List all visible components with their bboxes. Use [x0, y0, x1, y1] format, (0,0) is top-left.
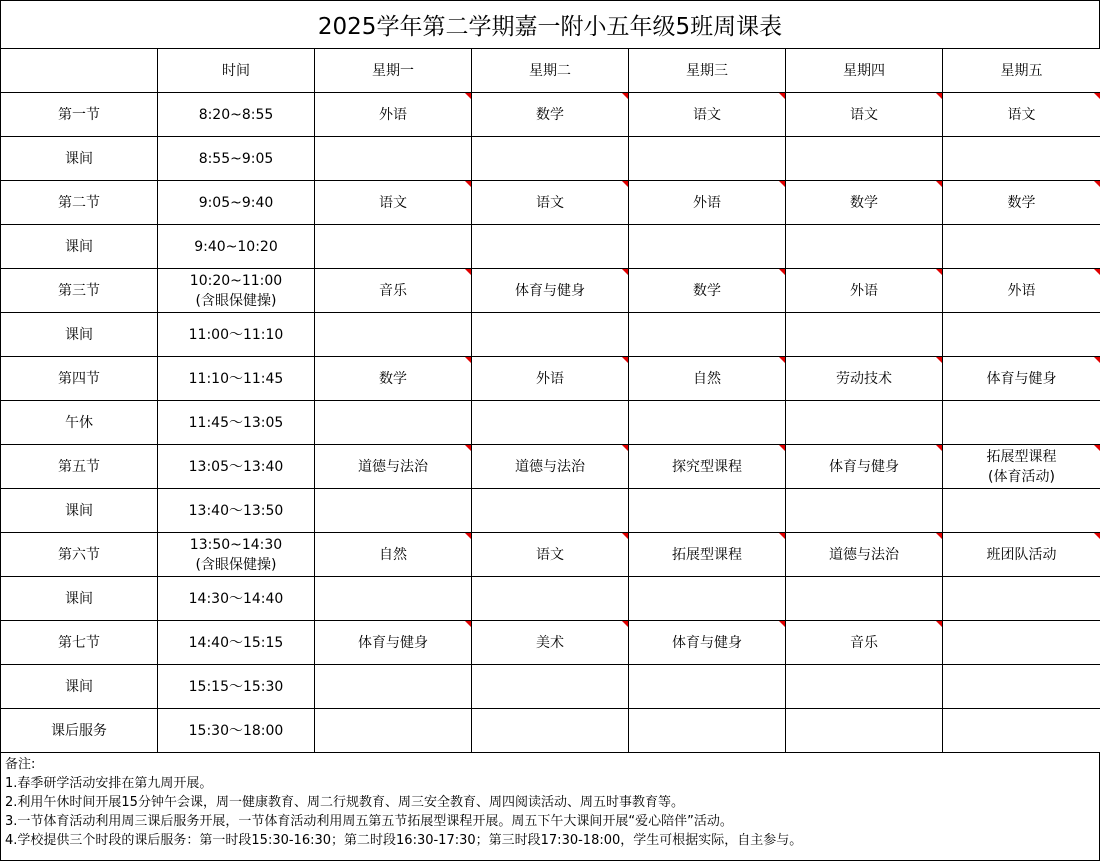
subject-cell-tuesday[interactable]	[472, 621, 629, 665]
subject-text: 拓展型课程	[672, 546, 742, 563]
schedule-row	[1, 401, 1100, 445]
subject-text: 外语	[536, 370, 564, 387]
header-row	[1, 49, 1100, 93]
subject-text: 数学	[1007, 194, 1036, 211]
subject-text: 体育与健身	[515, 282, 585, 299]
subject-cell-monday[interactable]	[315, 445, 472, 489]
subject-cell-tuesday[interactable]	[472, 489, 629, 533]
subject-cell-monday[interactable]	[315, 269, 472, 313]
period-label[interactable]: 第四节	[1, 357, 158, 401]
subject-cell-monday[interactable]	[315, 709, 472, 753]
time-cell[interactable]	[158, 665, 315, 709]
subject-cell-wednesday[interactable]	[629, 93, 786, 137]
subject-cell-wednesday[interactable]	[629, 533, 786, 577]
period-label[interactable]: 第二节	[1, 181, 158, 225]
subject-text: 劳动技术	[836, 370, 892, 387]
subject-text: 数学	[850, 194, 878, 211]
subject-text: 外语	[1007, 282, 1036, 299]
subject-cell-monday[interactable]	[315, 401, 472, 445]
schedule-table	[0, 48, 1100, 753]
subject-text: 语文	[536, 194, 564, 211]
subject-cell-thursday[interactable]	[786, 489, 943, 533]
subject-cell-thursday[interactable]	[786, 93, 943, 137]
subject-cell-friday[interactable]	[943, 357, 1100, 401]
header-friday[interactable]: 星期五	[943, 49, 1100, 93]
time-range: 10:20~11:00	[189, 272, 283, 289]
notes-section	[0, 753, 1100, 861]
subject-text: 数学	[379, 370, 407, 387]
time-range: 9:40~10:20	[194, 238, 278, 255]
time-range: 11:10～11:45	[188, 370, 284, 387]
schedule-title: 2025学年第二学期嘉一附小五年级5班周课表	[0, 0, 1100, 48]
schedule-row	[1, 665, 1100, 709]
subject-cell-friday[interactable]	[943, 665, 1100, 709]
subject-cell-monday[interactable]	[315, 93, 472, 137]
subject-cell-thursday[interactable]	[786, 181, 943, 225]
subject-cell-monday[interactable]	[315, 181, 472, 225]
schedule-row	[1, 357, 1100, 401]
time-range: 11:45～13:05	[188, 414, 284, 431]
subject-cell-wednesday[interactable]	[629, 269, 786, 313]
subject-cell-thursday[interactable]	[786, 137, 943, 181]
period-label[interactable]: 课间	[1, 225, 158, 269]
subject-cell-thursday[interactable]	[786, 445, 943, 489]
subject-cell-wednesday[interactable]	[629, 709, 786, 753]
schedule-row	[1, 489, 1100, 533]
subject-cell-thursday[interactable]	[786, 665, 943, 709]
header-tuesday[interactable]: 星期二	[472, 49, 629, 93]
subject-cell-friday[interactable]	[943, 533, 1100, 577]
subject-cell-monday[interactable]	[315, 665, 472, 709]
subject-cell-wednesday[interactable]	[629, 621, 786, 665]
subject-cell-tuesday[interactable]	[472, 137, 629, 181]
subject-cell-friday[interactable]	[943, 225, 1100, 269]
time-cell[interactable]	[158, 357, 315, 401]
time-cell[interactable]	[158, 445, 315, 489]
time-range: 13:40～13:50	[188, 502, 284, 519]
subject-text: 语文	[536, 546, 564, 563]
subject-text: 自然	[379, 546, 407, 563]
period-label[interactable]: 课间	[1, 665, 158, 709]
subject-cell-friday[interactable]	[943, 93, 1100, 137]
period-label[interactable]: 课后服务	[1, 709, 158, 753]
period-label[interactable]: 第一节	[1, 93, 158, 137]
subject-cell-friday[interactable]	[943, 313, 1100, 357]
time-cell[interactable]	[158, 93, 315, 137]
period-label[interactable]: 课间	[1, 313, 158, 357]
subject-cell-wednesday[interactable]	[629, 225, 786, 269]
time-note: (含眼保健操)	[195, 292, 277, 309]
time-range: 13:05～13:40	[188, 458, 284, 475]
time-cell[interactable]	[158, 401, 315, 445]
schedule-row	[1, 533, 1100, 577]
subject-text: 道德与法治	[515, 458, 585, 475]
subject-cell-monday[interactable]	[315, 577, 472, 621]
period-label[interactable]: 午休	[1, 401, 158, 445]
time-range: 15:30～18:00	[188, 722, 284, 739]
subject-cell-thursday[interactable]	[786, 313, 943, 357]
time-cell[interactable]	[158, 137, 315, 181]
time-cell[interactable]	[158, 489, 315, 533]
note-item: 4.学校提供三个时段的课后服务：第一时段15:30-16:30；第二时段16:30-17:30；第三时段17:30-18:00，学生可根据实际，自主参与。	[5, 833, 803, 848]
subject-text: 探究型课程	[672, 458, 742, 475]
time-note: (含眼保健操)	[195, 556, 277, 573]
subject-text: 自然	[693, 370, 721, 387]
subject-text: 拓展型课程	[986, 448, 1057, 465]
subject-cell-thursday[interactable]	[786, 577, 943, 621]
schedule-row	[1, 621, 1100, 665]
subject-text: 数学	[536, 106, 564, 123]
time-cell[interactable]	[158, 225, 315, 269]
header-corner[interactable]	[1, 49, 158, 93]
subject-cell-friday[interactable]	[943, 489, 1100, 533]
subject-cell-friday[interactable]	[943, 621, 1100, 665]
subject-cell-friday[interactable]	[943, 269, 1100, 313]
subject-text: 语文	[379, 194, 407, 211]
time-range: 9:05~9:40	[198, 194, 274, 211]
time-range: 8:20~8:55	[198, 106, 274, 123]
subject-cell-friday[interactable]	[943, 577, 1100, 621]
time-cell[interactable]	[158, 313, 315, 357]
subject-text: 道德与法治	[829, 546, 899, 563]
subject-cell-friday[interactable]	[943, 401, 1100, 445]
subject-cell-tuesday[interactable]	[472, 665, 629, 709]
time-cell[interactable]	[158, 533, 315, 577]
schedule-row	[1, 137, 1100, 181]
subject-cell-friday[interactable]	[943, 181, 1100, 225]
subject-cell-tuesday[interactable]	[472, 357, 629, 401]
subject-text: 语文	[850, 106, 878, 123]
subject-cell-wednesday[interactable]	[629, 489, 786, 533]
schedule-row	[1, 181, 1100, 225]
time-range: 8:55~9:05	[198, 150, 274, 167]
subject-cell-tuesday[interactable]	[472, 181, 629, 225]
subject-cell-thursday[interactable]	[786, 533, 943, 577]
subject-cell-tuesday[interactable]	[472, 93, 629, 137]
subject-cell-thursday[interactable]	[786, 357, 943, 401]
subject-text: 音乐	[850, 634, 878, 651]
subject-cell-thursday[interactable]	[786, 269, 943, 313]
subject-cell-tuesday[interactable]	[472, 401, 629, 445]
period-label[interactable]: 课间	[1, 577, 158, 621]
time-range: 11:00～11:10	[188, 326, 284, 343]
subject-text: (体育活动)	[988, 468, 1055, 485]
subject-cell-wednesday[interactable]	[629, 181, 786, 225]
notes-heading: 备注:	[5, 757, 36, 772]
subject-cell-friday[interactable]	[943, 709, 1100, 753]
schedule-row	[1, 445, 1100, 489]
subject-cell-thursday[interactable]	[786, 709, 943, 753]
subject-cell-monday[interactable]	[315, 621, 472, 665]
subject-cell-wednesday[interactable]	[629, 577, 786, 621]
subject-cell-wednesday[interactable]	[629, 313, 786, 357]
time-cell[interactable]	[158, 709, 315, 753]
subject-cell-monday[interactable]	[315, 137, 472, 181]
subject-text: 道德与法治	[358, 458, 428, 475]
subject-text: 外语	[693, 194, 721, 211]
subject-text: 外语	[379, 106, 407, 123]
header-monday[interactable]: 星期一	[315, 49, 472, 93]
subject-cell-monday[interactable]	[315, 225, 472, 269]
time-range: 14:40～15:15	[188, 634, 284, 651]
period-label[interactable]: 第六节	[1, 533, 158, 577]
subject-text: 语文	[693, 106, 721, 123]
schedule-row	[1, 269, 1100, 313]
header-wednesday[interactable]: 星期三	[629, 49, 786, 93]
subject-cell-friday[interactable]	[943, 137, 1100, 181]
subject-cell-thursday[interactable]	[786, 621, 943, 665]
note-item: 2.利用午休时间开展15分钟午会课，周一健康教育、周二行规教育、周三安全教育、周四阅读活动、周五时事教育等。	[5, 795, 684, 810]
subject-cell-tuesday[interactable]	[472, 709, 629, 753]
subject-text: 班团队活动	[986, 546, 1057, 563]
subject-cell-tuesday[interactable]	[472, 533, 629, 577]
period-label[interactable]: 课间	[1, 489, 158, 533]
subject-cell-tuesday[interactable]	[472, 445, 629, 489]
time-cell[interactable]	[158, 269, 315, 313]
subject-cell-thursday[interactable]	[786, 225, 943, 269]
subject-cell-wednesday[interactable]	[629, 401, 786, 445]
subject-cell-wednesday[interactable]	[629, 137, 786, 181]
subject-text: 外语	[850, 282, 878, 299]
subject-cell-wednesday[interactable]	[629, 445, 786, 489]
header-time[interactable]: 时间	[158, 49, 315, 93]
time-range: 14:30～14:40	[188, 590, 284, 607]
schedule-row	[1, 709, 1100, 753]
note-item: 3.一节体育活动利用周三课后服务开展，一节体育活动利用周五第五节拓展型课程开展。周五下午大课间开展“爱心陪伴”活动。	[5, 814, 733, 829]
period-label[interactable]: 第五节	[1, 445, 158, 489]
subject-cell-friday[interactable]	[943, 445, 1100, 489]
time-cell[interactable]	[158, 181, 315, 225]
subject-cell-monday[interactable]	[315, 533, 472, 577]
subject-cell-monday[interactable]	[315, 357, 472, 401]
period-label[interactable]: 第三节	[1, 269, 158, 313]
subject-text: 体育与健身	[358, 634, 428, 651]
subject-cell-monday[interactable]	[315, 313, 472, 357]
subject-text: 音乐	[379, 282, 407, 299]
schedule-row	[1, 577, 1100, 621]
subject-cell-monday[interactable]	[315, 489, 472, 533]
schedule-row	[1, 93, 1100, 137]
subject-text: 体育与健身	[986, 370, 1057, 387]
time-cell[interactable]	[158, 621, 315, 665]
subject-cell-thursday[interactable]	[786, 401, 943, 445]
subject-text: 数学	[693, 282, 721, 299]
time-range: 13:50~14:30	[189, 536, 283, 553]
note-item: 1.春季研学活动安排在第九周开展。	[5, 776, 213, 791]
subject-cell-wednesday[interactable]	[629, 357, 786, 401]
subject-text: 语文	[1007, 106, 1036, 123]
period-label[interactable]: 课间	[1, 137, 158, 181]
schedule-row	[1, 225, 1100, 269]
subject-text: 体育与健身	[829, 458, 899, 475]
subject-text: 美术	[536, 634, 564, 651]
subject-cell-wednesday[interactable]	[629, 665, 786, 709]
subject-cell-tuesday[interactable]	[472, 225, 629, 269]
time-cell[interactable]	[158, 577, 315, 621]
time-range: 15:15～15:30	[188, 678, 284, 695]
header-thursday[interactable]: 星期四	[786, 49, 943, 93]
schedule-row	[1, 313, 1100, 357]
subject-text: 体育与健身	[672, 634, 742, 651]
subject-cell-tuesday[interactable]	[472, 269, 629, 313]
subject-cell-tuesday[interactable]	[472, 313, 629, 357]
period-label[interactable]: 第七节	[1, 621, 158, 665]
subject-cell-tuesday[interactable]	[472, 577, 629, 621]
